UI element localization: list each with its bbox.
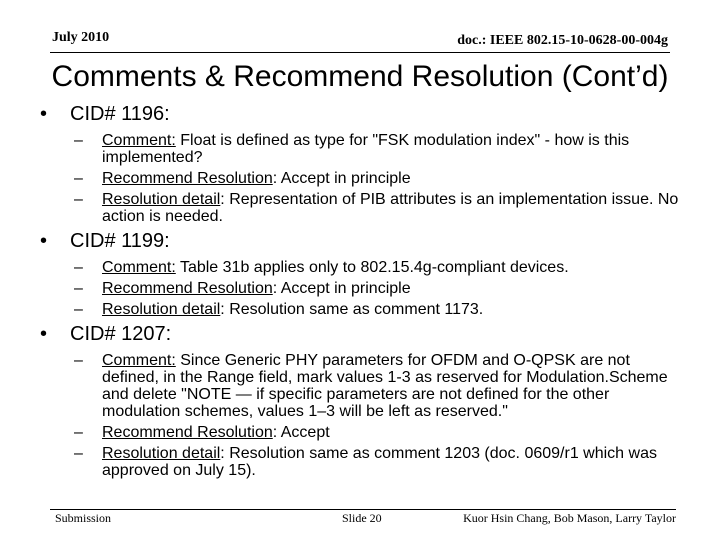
detail-line [40, 191, 680, 225]
recommend-text: : Accept in principle [272, 170, 411, 187]
detail-label: Resolution detail [102, 191, 221, 208]
comment-label: Comment: [102, 132, 176, 149]
cid-label: CID# 1196: [70, 103, 170, 125]
detail-text: : Resolution same as comment 1203 (doc. 0609/r1 which was approved on July 15). [102, 445, 657, 479]
slide-content [40, 96, 680, 483]
recommend-text: : Accept [272, 424, 330, 441]
recommend-label: Recommend Resolution [102, 424, 273, 441]
cid-heading [40, 322, 680, 346]
footer-slide-number: Slide 20 [342, 511, 382, 525]
bullet-icon: • [40, 323, 48, 345]
cid-label: CID# 1199: [70, 230, 170, 252]
cid-details [40, 352, 680, 479]
comment-line [40, 259, 680, 276]
dash-icon: – [74, 259, 83, 276]
dash-icon: – [74, 132, 83, 149]
comment-label: Comment: [102, 352, 176, 369]
footer-submission: Submission [55, 511, 112, 525]
slide-title: Comments & Recommend Resolution (Cont’d) [51, 60, 669, 93]
comment-line [40, 132, 680, 166]
dash-icon: – [74, 170, 83, 187]
recommend-label: Recommend Resolution [102, 280, 273, 297]
detail-text: : Representation of PIB attributes is an implementation issue. No action is needed. [102, 191, 679, 225]
detail-line [40, 301, 680, 318]
cid-details [40, 259, 680, 318]
detail-label: Resolution detail [102, 445, 221, 462]
comment-line [40, 352, 680, 420]
bullet-icon: • [40, 103, 48, 125]
detail-label: Resolution detail [102, 301, 221, 318]
dash-icon: – [74, 424, 83, 441]
footer-authors: Kuor Hsin Chang, Bob Mason, Larry Taylor [463, 511, 676, 525]
dash-icon: – [74, 191, 83, 208]
detail-text: : Resolution same as comment 1173. [220, 301, 484, 318]
recommend-line [40, 424, 680, 441]
comment-text: Since Generic PHY parameters for OFDM and O-QPSK are not defined, in the Range field, mark values 1-3 as reserved for Modulation.Scheme and delete "NOTE — if specific parameters are not defined for the other modulation schemes, values 1–3 will be left as reserved." [102, 352, 668, 420]
comment-text: Float is defined as type for "FSK modulation index" - how is this implemented? [102, 132, 630, 166]
header-date: July 2010 [52, 30, 110, 45]
detail-line [40, 445, 680, 479]
comment-text: Table 31b applies only to 802.15.4g-compliant devices. [175, 259, 569, 276]
header-divider [50, 52, 670, 53]
cid-heading [40, 102, 680, 126]
comment-label: Comment: [102, 259, 176, 276]
bullet-icon: • [40, 230, 48, 252]
recommend-text: : Accept in principle [272, 280, 411, 297]
dash-icon: – [74, 280, 83, 297]
footer-divider [50, 509, 676, 510]
dash-icon: – [74, 445, 83, 462]
dash-icon: – [74, 301, 83, 318]
recommend-label: Recommend Resolution [102, 170, 273, 187]
header-doc-id: doc.: IEEE 802.15-10-0628-00-004g [457, 33, 668, 48]
cid-details [40, 132, 680, 225]
cid-heading [40, 229, 680, 253]
dash-icon: – [74, 352, 83, 369]
recommend-line [40, 170, 680, 187]
cid-label: CID# 1207: [70, 323, 172, 345]
recommend-line [40, 280, 680, 297]
